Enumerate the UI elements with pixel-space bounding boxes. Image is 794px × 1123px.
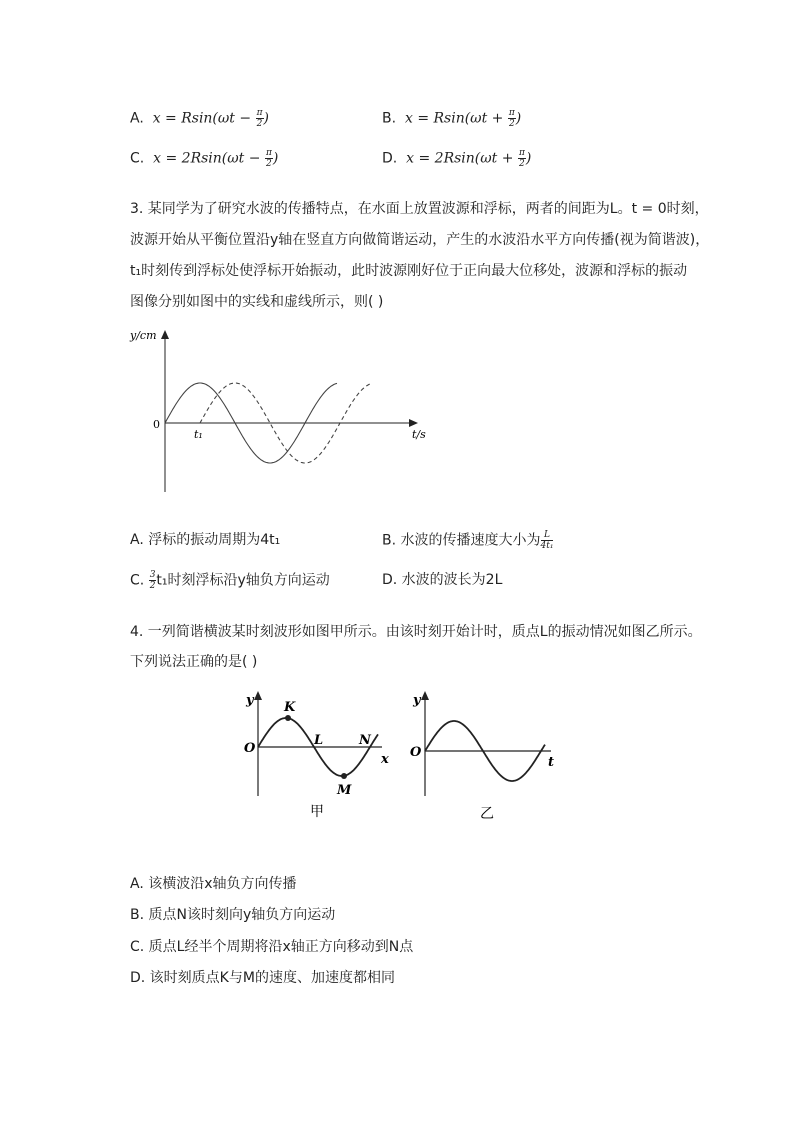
q2-option-b: B. x = Rsin(ωt + $\frac{\pi}{2}$ ) [382, 108, 522, 129]
q3-origin-label: 0 [153, 418, 160, 431]
q2-option-b-fraction: $\frac{\pi}{2}$ [508, 108, 515, 129]
q4-option-b: B. 质点N该时刻向y轴负方向运动 [130, 907, 336, 923]
q3-option-b [382, 530, 553, 551]
q3-stem-line-1: 3. 某同学为了研究水波的传播特点，在水面上放置波源和浮标，两者的间距为L。t = 0时刻， [130, 201, 709, 217]
q4-jia-y-label: y [246, 693, 254, 708]
q2-option-c-expr: x = 2Rsin(ωt − [153, 150, 261, 167]
q2-option-c-fraction: $\frac{\pi}{2}$ [265, 148, 272, 169]
q4-label-n: N [359, 733, 371, 748]
q3-vibration-graph [120, 322, 440, 502]
q3-option-c-label: C. [130, 572, 145, 589]
q4-point-k [285, 715, 291, 721]
q3-option-c-text: t₁时刻浮标沿y轴负方向运动 [156, 572, 330, 589]
q3-option-b-fraction: $\frac{L}{\text{4t₁}}$ [540, 530, 554, 551]
q4-yi-caption: 乙 [480, 806, 494, 822]
q3-x-axis-arrow [409, 419, 418, 427]
q4-yi-y-label: y [413, 693, 421, 708]
q2-option-b-expr: x = Rsin(ωt + [404, 110, 504, 127]
q4-yi-origin-label: O [410, 745, 422, 760]
q2-option-c: C. x = 2Rsin(ωt − $\frac{\pi}{2}$ ) [130, 148, 279, 169]
q4-option-d: D. 该时刻质点K与M的速度、加速度都相同 [130, 970, 395, 986]
q2-option-d-fraction: $\frac{\pi}{2}$ [518, 148, 525, 169]
q3-option-a: A. 浮标的振动周期为4t₁ [130, 532, 281, 548]
q4-yi-y-arrow [421, 691, 429, 700]
q2-option-a-fraction: $\frac{\pi}{2}$ [256, 108, 263, 129]
q4-jia-caption: 甲 [310, 804, 324, 820]
q4-yi-t-label: t [548, 755, 555, 770]
q4-label-l: L [314, 733, 324, 748]
q4-label-m: M [337, 783, 352, 798]
q4-waveform-figure-jia [240, 686, 400, 826]
q3-stem-line-3: t₁时刻传到浮标处使浮标开始振动，此时波源刚好位于正向最大位移处，波源和浮标的振动 [130, 263, 688, 279]
q4-jia-y-arrow [254, 691, 262, 700]
q4-jia-origin-label: O [244, 741, 256, 756]
q4-vibration-figure-yi [405, 686, 565, 826]
q3-y-axis-label: y/cm [130, 329, 157, 342]
q3-option-d: D. 水波的波长为2L [382, 572, 503, 588]
q4-option-c: C. 质点L经半个周期将沿x轴正方向移动到N点 [130, 939, 414, 955]
q4-point-m [341, 773, 347, 779]
q3-t1-label: t₁ [194, 428, 203, 441]
q2-option-a: A. x = Rsin(ωt − $\frac{\pi}{2}$ ) [130, 108, 269, 129]
q3-stem-line-2: 波源开始从平衡位置沿y轴在竖直方向做简谐运动，产生的水波沿水平方向传播(视为简谐波)， [130, 232, 710, 248]
q2-option-c-label: C. [130, 150, 145, 167]
q3-y-axis-arrow [161, 330, 169, 339]
q3-stem-line-4: 图像分别如图中的实线和虚线所示，则( ) [130, 294, 384, 310]
q4-jia-x-label: x [381, 752, 389, 767]
q2-option-d-label: D. [382, 150, 398, 167]
q4-option-a: A. 该横波沿x轴负方向传播 [130, 876, 297, 892]
q3-x-axis-label: t/s [412, 428, 426, 441]
q4-stem-line-2: 下列说法正确的是( ) [130, 654, 258, 670]
q2-option-b-label: B. [382, 110, 397, 127]
q2-option-a-label: A. [130, 110, 144, 127]
q3-option-c-fraction: $\frac{3}{2}$ [149, 570, 156, 591]
q2-option-d-expr: x = 2Rsin(ωt + [406, 150, 514, 167]
q3-option-b-text: B. 水波的传播速度大小为 [382, 532, 541, 549]
q4-label-k: K [284, 700, 296, 715]
q2-option-d: D. x = 2Rsin(ωt + $\frac{\pi}{2}$ ) [382, 148, 532, 169]
q2-option-a-expr: x = Rsin(ωt − [152, 110, 252, 127]
q4-stem-line-1: 4. 一列简谐横波某时刻波形如图甲所示。由该时刻开始计时，质点L的振动情况如图乙所示。 [130, 624, 702, 640]
q3-option-c [130, 570, 330, 591]
